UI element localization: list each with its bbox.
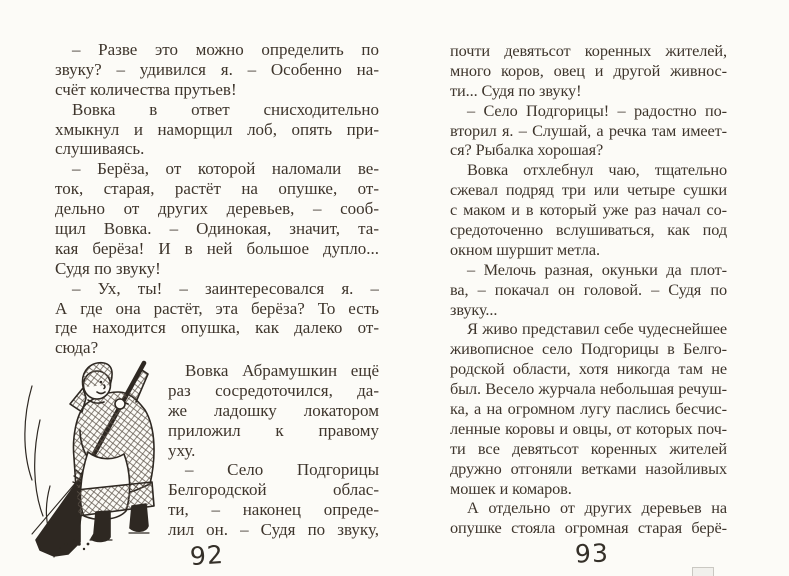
text-line: счёт количества прутьев! [55, 79, 237, 99]
text-line: ти... Судя по звуку! [450, 80, 582, 100]
text-line: дельно от других деревьев, – сооб- [55, 199, 379, 219]
page-number-right: 93 [574, 538, 610, 569]
text-line: А где она растёт, эта берёза? То есть [55, 298, 379, 318]
text-line: – Разве это можно определить по [72, 40, 379, 59]
left-page-text [55, 40, 379, 358]
text-line: звуку? – удивился я. – Особенно на- [55, 59, 379, 79]
text-line: Вовка Абрамушкин ещё [185, 361, 379, 380]
text-line: Судя по звуку! [55, 258, 161, 278]
text-line: был. Весело журчала небольшая речуш- [450, 379, 727, 399]
text-line: дружно отгоняли ветками назойливых [450, 458, 727, 478]
illustration-woman-sweeping [24, 358, 174, 562]
text-line: слушиваясь. [55, 139, 145, 159]
right-page-text [450, 41, 727, 538]
text-line: окном шуршит метла. [450, 239, 600, 259]
text-line: ва, – покачал он головой. – Судя по [450, 279, 727, 299]
page-number-left: 92 [189, 539, 225, 572]
text-line: же ладошку локатором [168, 400, 379, 420]
text-line: ти все девятьсот коренных жителей [450, 438, 727, 458]
text-line: щил Вовка. – Одинокая, значит, та- [55, 219, 379, 239]
text-line: Белгородской облас- [168, 480, 379, 500]
text-line: сюда? [55, 338, 99, 358]
text-line: – Село Подгорицы! – радостно по- [467, 100, 727, 120]
text-line: А отдельно от других деревьев на [467, 498, 727, 518]
text-line: родской области, хотя никогда там не [450, 359, 727, 379]
text-line: ленные коровы и овцы, от которых поч- [450, 418, 727, 438]
text-line: звуку... [450, 299, 498, 319]
text-line: Вовка в ответ снисходительно [72, 99, 379, 119]
text-line: ти, – наконец опреде- [168, 500, 379, 520]
text-line: лил он. – Судя по звуку, [168, 520, 379, 540]
text-line: средоточенно вслушиваться, как под [450, 220, 727, 240]
text-line: ка, а на огромном лугу паслись бесчис- [450, 399, 727, 419]
text-line: – Село Подгорицы [185, 460, 379, 480]
text-line: ся? Рыбалка хорошая? [450, 140, 604, 160]
text-line: с маком и в который уже раз начал со- [450, 200, 727, 220]
text-line: ток, старая, растёт на опушке, от- [55, 179, 379, 199]
text-line: где находится опушка, как далеко от- [55, 318, 379, 338]
text-line: уху. [168, 440, 196, 460]
text-line: Я живо представил себе чудеснейшее [467, 319, 727, 339]
text-line: почти девятьсот коренных жителей, [450, 41, 727, 60]
text-line: Вовка отхлебнул чаю, тщательно [467, 160, 727, 180]
text-line: вторил я. – Слушай, а речка там имеет- [450, 120, 727, 140]
text-line: кая берёза! И в ней большое дупло... [55, 238, 379, 258]
text-line: раз сосредоточился, да- [168, 380, 379, 400]
text-line: – Берёза, от которой наломали ве- [72, 159, 379, 179]
text-line: – Ух, ты! – заинтересовался я. – [72, 278, 379, 298]
text-line: приложил к правому [168, 420, 379, 440]
text-line: живописное село Подгорицы в Белго- [450, 339, 727, 359]
text-line: – Мелочь разная, окуньки да плот- [467, 259, 727, 279]
text-line: хмыкнул и наморщил лоб, опять при- [55, 119, 379, 139]
text-line: много коров, овец и другой живнос- [450, 60, 727, 80]
text-line: сжевал подряд три или четыре сушки [450, 180, 727, 200]
scan-watermark-fragment [692, 567, 714, 576]
text-line: опушке стояла огромная старая берё- [450, 518, 727, 538]
text-line: мошек и комаров. [450, 478, 572, 498]
woman-figure [70, 363, 154, 542]
left-page-wrap-text [168, 361, 379, 540]
